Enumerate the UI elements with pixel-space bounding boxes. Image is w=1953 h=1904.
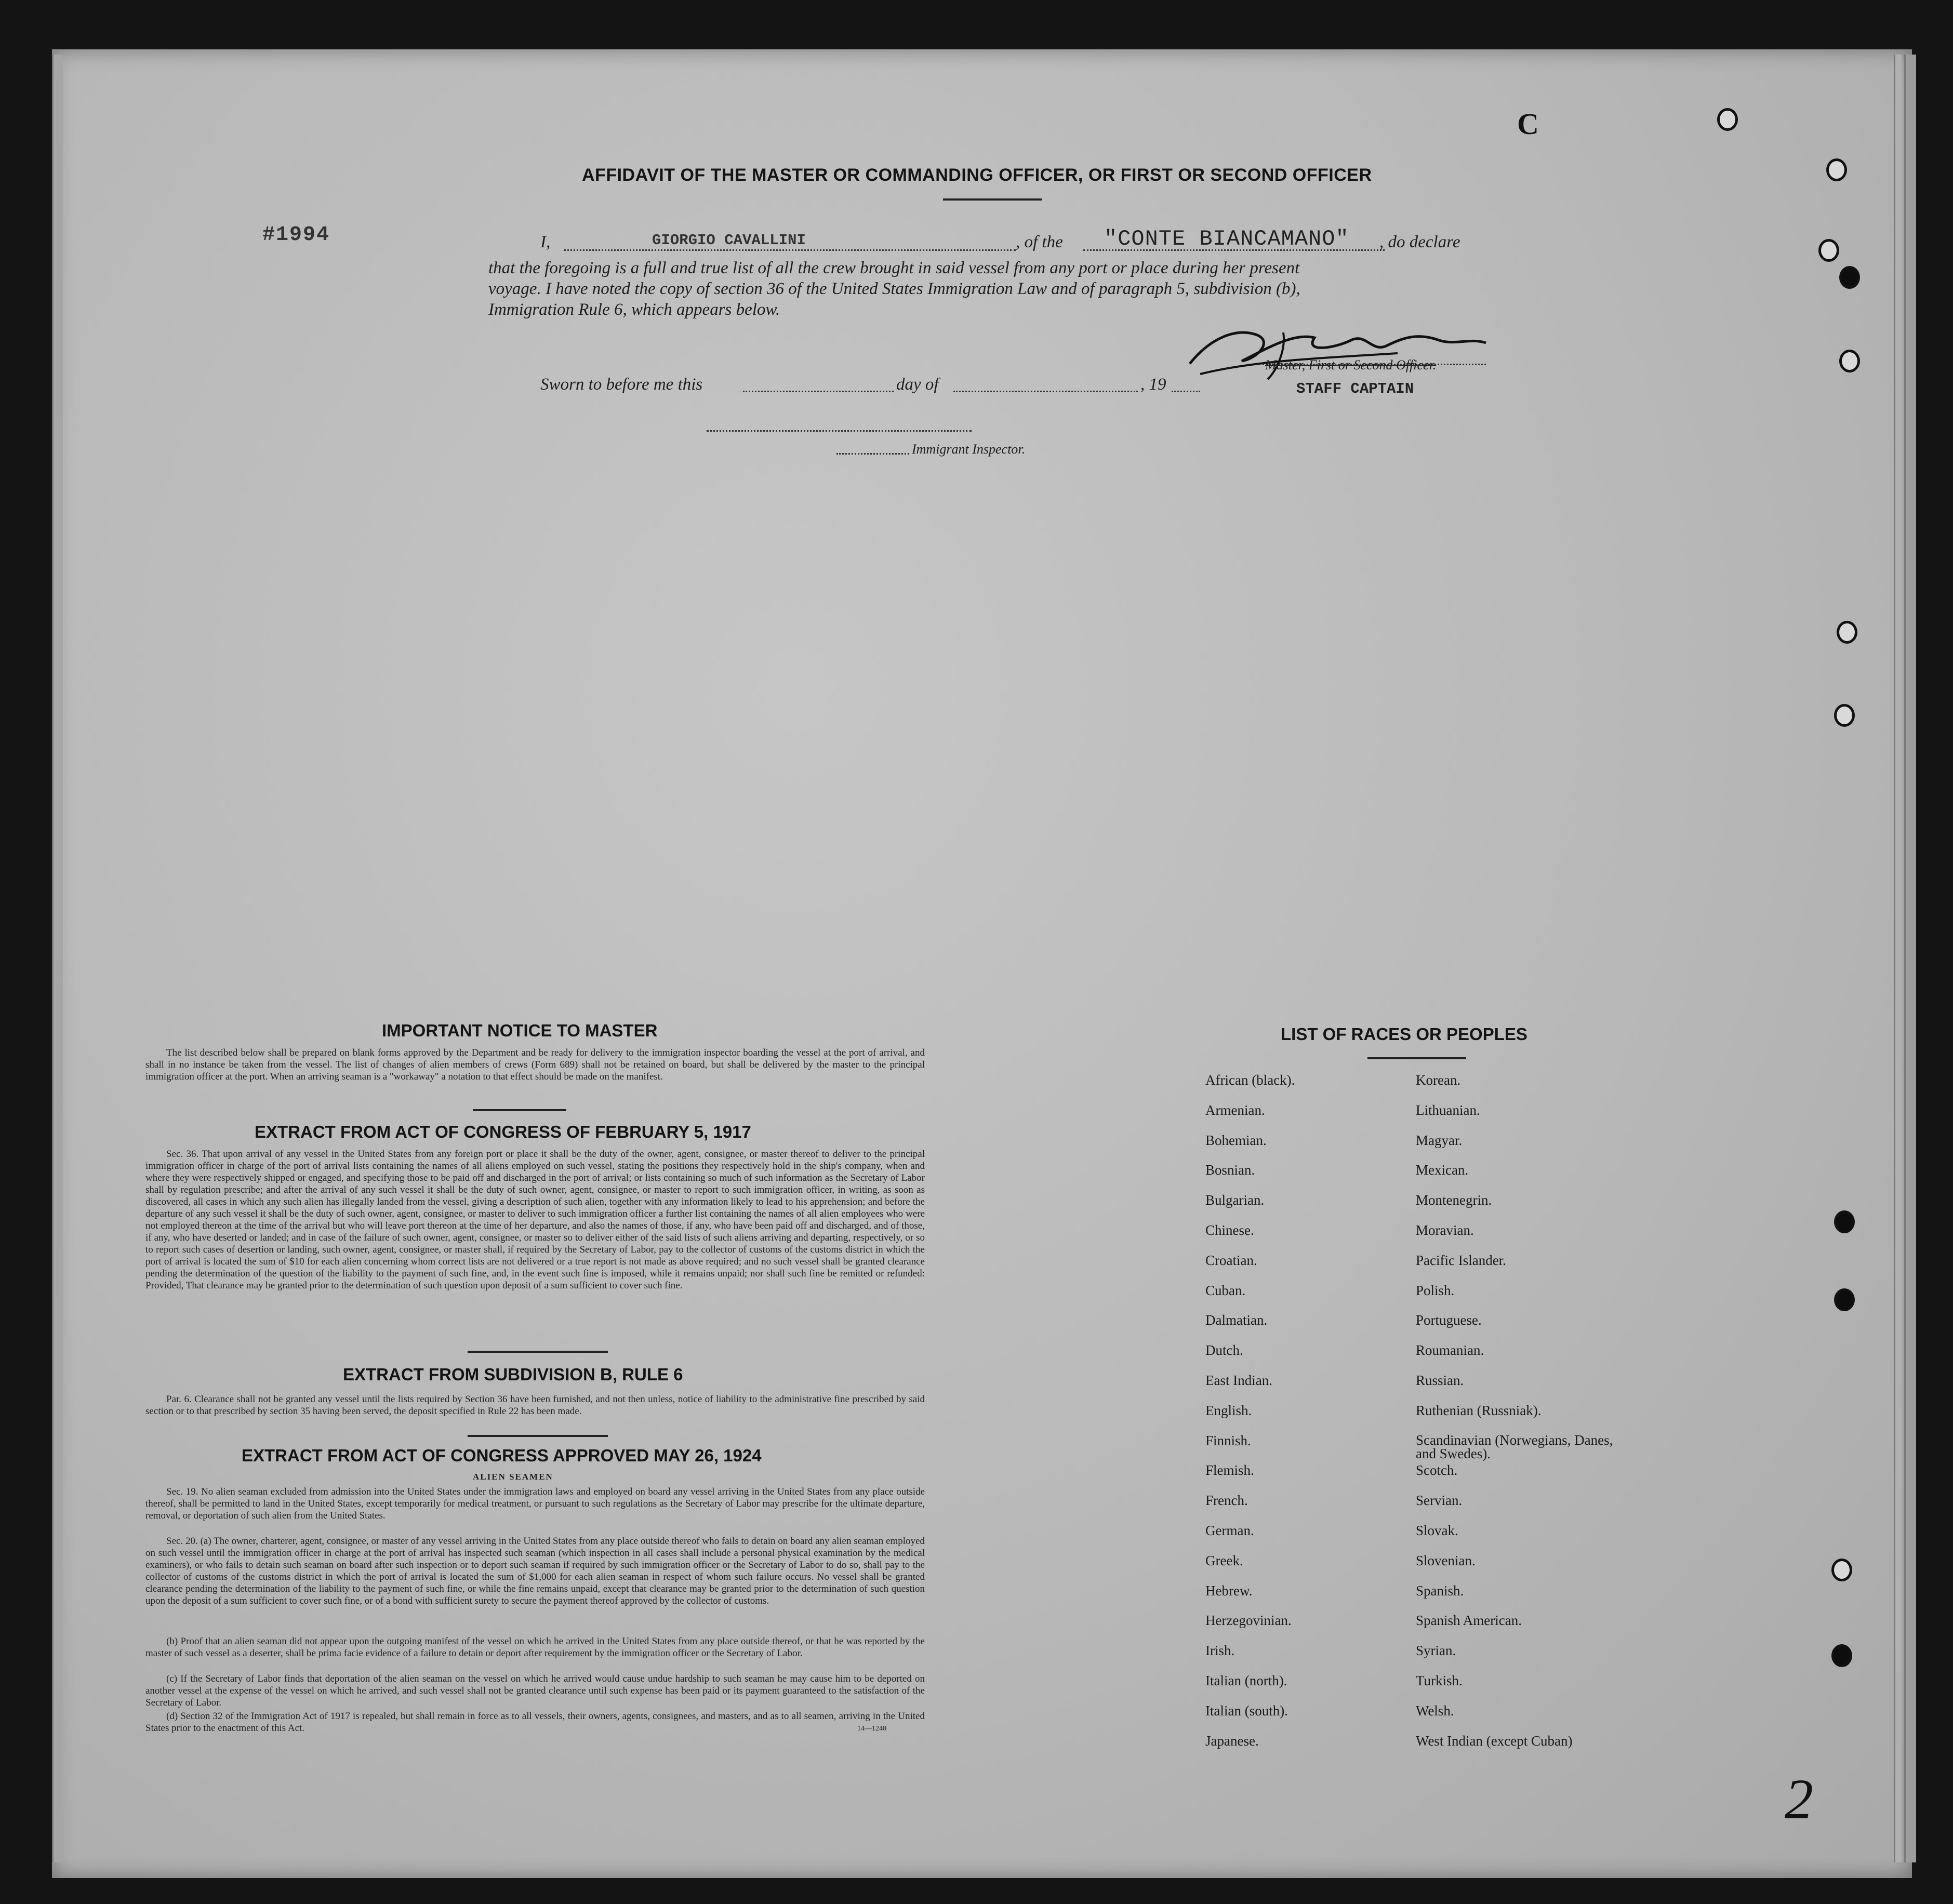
extract-1924-sec20b: (b) Proof that an alien seaman did not appear upon the outgoing manifest of the vessel on which he arrived in the United States from any place outside thereof, or that he was reported by the master of such vessel as a deserter, shall be prima facie evidence of a failure to detain or deport after requirement by the immigration officer or the Secretary of Labor. <box>145 1636 925 1659</box>
affidavit-i-label: I, <box>540 233 551 251</box>
sworn-day-line <box>743 391 894 392</box>
race-item: Mexican. <box>1416 1162 1469 1178</box>
punch-hole-icon <box>1837 621 1857 644</box>
race-item: Croatian. <box>1205 1252 1257 1268</box>
race-item: Turkish. <box>1416 1672 1463 1688</box>
race-item: Portuguese. <box>1416 1312 1482 1328</box>
day-of-label: day of <box>896 375 939 394</box>
punch-hole-icon <box>1834 1210 1855 1233</box>
extract-1924-sec20a: Sec. 20. (a) The owner, charterer, agent, consignee, or master of any vessel arriving in the United States from any place outside thereof who fails to detain on board any alien seaman employed on such vessel until the immigration officer in charge at the port of arrival has inspected such seaman (which inspection in all cases shall include a personal physical examination by the medical examiners), or who fails to detain such seaman on board after such inspection or to deport such seaman if required by such immigration officer or the Secretary of Labor to do so, shall pay to the collector of customs of the customs district in which the port of arrival is located the sum of $1,000 for each alien seaman in respect of whom such failure occurs. No vessel shall be granted clearance pending the determination of the liability to the payment of such fine, or while the fine remains unpaid, except that clearance may be granted prior to the determination of such question upon the deposit of a sum sufficient to cover such fine, or of a bond with sufficient surety to secure the payment thereof approved by the collector of customs. <box>145 1536 925 1606</box>
punch-hole-icon <box>1839 266 1860 289</box>
race-item: Roumanian. <box>1416 1342 1484 1359</box>
inspector-label: Immigrant Inspector. <box>912 442 1026 457</box>
race-item: English. <box>1205 1402 1252 1418</box>
punch-hole-icon <box>1717 108 1738 131</box>
race-item: Dalmatian. <box>1205 1312 1268 1328</box>
race-item: Russian. <box>1416 1372 1464 1388</box>
races-right-column <box>1416 1073 1618 1763</box>
left-page-edge <box>52 55 63 1862</box>
race-item: Spanish American. <box>1416 1613 1522 1629</box>
race-item: Herzegovinian. <box>1205 1613 1292 1629</box>
punch-hole-icon <box>1839 350 1860 372</box>
race-item: Ruthenian (Russniak). <box>1416 1402 1542 1418</box>
race-item: Flemish. <box>1205 1462 1254 1479</box>
of-the-label: , of the <box>1016 233 1063 251</box>
do-declare-label: , do declare <box>1379 233 1460 251</box>
extract-1924-subtitle: ALIEN SEAMEN <box>473 1472 553 1482</box>
race-item: Irish. <box>1205 1643 1235 1659</box>
race-item: Japanese. <box>1205 1733 1259 1749</box>
punch-hole-icon <box>1831 1559 1852 1581</box>
race-item: Pacific Islander. <box>1416 1252 1506 1268</box>
sworn-year-line <box>1172 391 1200 392</box>
race-item: Magyar. <box>1416 1132 1463 1148</box>
race-item: Greek. <box>1205 1552 1243 1568</box>
race-item: Cuban. <box>1205 1282 1246 1298</box>
right-page-edge-outer <box>1904 55 1916 1862</box>
race-item: Italian (south). <box>1205 1702 1288 1719</box>
race-item: Bohemian. <box>1205 1132 1267 1148</box>
inspector-short-line <box>836 453 909 455</box>
extract-1924-sec19: Sec. 19. No alien seaman excluded from admission into the United States under the immigration laws and employed on board any vessel arriving in the United States from any place outside thereof, shall be permitted to land in the United States, except temporarily for medical treatment, or pursuant to such regulations as the Secretary of Labor may prescribe for the ultimate departure, removal, or deportation of such alien from the United States. <box>145 1486 925 1521</box>
race-item: East Indian. <box>1205 1372 1272 1388</box>
punch-hole-icon <box>1818 239 1839 262</box>
margin-stamp-number: #1994 <box>262 223 330 247</box>
signature-image <box>1179 317 1502 384</box>
race-item: Spanish. <box>1416 1582 1464 1599</box>
race-item: Syrian. <box>1416 1643 1456 1659</box>
punch-hole-icon <box>1834 1288 1855 1311</box>
race-item: African (black). <box>1205 1072 1295 1088</box>
race-item: Servian. <box>1416 1493 1463 1509</box>
form-number: 14—1240 <box>857 1725 886 1733</box>
extract-1917-text: Sec. 36. That upon arrival of any vessel in the United States from any foreign port or place it shall be the duty of the owner, agent, consignee, or master thereof to deliver to the principal immigration officer in charge of the port of arrival lists containing the names of all aliens employed on such vessel, stating the positions they respectively hold in the ship's company, when and where they were respectively shipped or engaged, and specifying those to be paid off and discharged in the port of arrival; or lists containing so much of such information as the Secretary of Labor shall by regulation prescribe; and after the arrival of any such vessel it shall be the duty of such owner, agent, consignee, or master to report to such immigration officer, in writing, as soon as discovered, all cases in which any such alien has illegally landed from the vessel, giving a description of such alien, together with any information likely to lead to his apprehension; and before the departure of any such vessel it shall be the duty of such owner, agent, consignee, or master to deliver to such immigration officer a further list containing the names of all alien employees who were not employed thereon at the time of the arrival but who will leave port thereon at the time of her departure, and also the names of those, if any, who have been paid off and discharged, and of those, if any, who have deserted or landed; and in case of the failure of such owner, agent, consignee, or master so to deliver either of the said lists of such aliens arriving and departing, respectively, or so to report such cases of desertion or landing, such owner, agent, consignee, or master shall, if required by the Secretary of Labor, pay to the collector of customs of the customs district in which the port of arrival is located the sum of $10 for each alien concerning whom correct lists are not delivered or a true report is not made as above required; and no such vessel shall be granted clearance pending the determination of the question of the liability to the payment of such fine, and, in the event such fine is imposed, while it remains unpaid; nor shall such fine be remitted or refunded: Provided, That clearance may be granted prior to the determination of such question upon deposit of a sum sufficient to cover such fine. <box>145 1149 925 1291</box>
punch-hole-icon <box>1834 704 1855 727</box>
extract-1924-sec20d: (d) Section 32 of the Immigration Act of 1917 is repealed, but shall remain in force as to all vessels, their owners, agents, consignees, and masters, and as to all seamen, arriving in the United States prior to the enactment of this Act. <box>145 1711 925 1734</box>
declarant-name-line <box>564 249 1016 251</box>
vessel-name: "CONTE BIANCAMANO" <box>1104 227 1349 251</box>
race-item: Finnish. <box>1205 1432 1251 1448</box>
race-item: Scandinavian (Norwegians, Danes, and Swedes). <box>1416 1432 1613 1461</box>
race-item: Hebrew. <box>1205 1582 1253 1599</box>
race-item: Korean. <box>1416 1072 1461 1088</box>
race-item: Slovenian. <box>1416 1552 1476 1568</box>
corner-letter: C <box>1517 107 1539 141</box>
race-item: Slovak. <box>1416 1522 1458 1538</box>
sworn-label: Sworn to before me this <box>540 375 703 394</box>
race-item: Scotch. <box>1416 1462 1458 1479</box>
extract-rule6-title: EXTRACT FROM SUBDIVISION B, RULE 6 <box>343 1365 683 1384</box>
year-prefix: , 19 <box>1140 375 1166 394</box>
race-item: Polish. <box>1416 1282 1455 1298</box>
extract-1924-title: EXTRACT FROM ACT OF CONGRESS APPROVED MAY 26, 1924 <box>242 1446 762 1465</box>
page-number: 2 <box>1785 1767 1813 1831</box>
race-item: Bosnian. <box>1205 1162 1255 1178</box>
notice-rule <box>473 1109 566 1111</box>
punch-hole-icon <box>1826 158 1847 181</box>
sworn-month-line <box>953 391 1138 392</box>
notice-text: The list described below shall be prepared on blank forms approved by the Department and be ready for delivery to the immigration inspector boarding the vessel at the port of arrival, and shall in no instance be taken from the vessel. The list of changes of alien members of crews (Form 689) shall not be retained on board, but shall be delivered by the master to the principal immigration officer at the port. When an arriving seaman is a "workaway" a notation to that effect should be made on the manifest. <box>145 1047 925 1082</box>
race-item: West Indian (except Cuban) <box>1416 1733 1573 1749</box>
declarant-name: GIORGIO CAVALLINI <box>652 232 806 249</box>
race-item: German. <box>1205 1522 1254 1538</box>
race-item: Italian (north). <box>1205 1672 1287 1688</box>
punch-hole-icon <box>1831 1644 1852 1667</box>
extract-rule6-rule <box>468 1435 608 1437</box>
race-item: Dutch. <box>1205 1342 1243 1359</box>
race-item: Armenian. <box>1205 1102 1265 1118</box>
extract-1917-rule <box>468 1351 608 1353</box>
right-page-edge-inner <box>1894 55 1902 1862</box>
affidavit-title: AFFIDAVIT OF THE MASTER OR COMMANDING OFFICER, OR FIRST OR SECOND OFFICER <box>582 165 1372 185</box>
extract-1924-sec20c: (c) If the Secretary of Labor finds that deportation of the alien seaman on the vessel on which he arrived would cause undue hardship to such seaman he may cause him to be deported on another vessel at the expense of the vessel on which he arrived, and such vessel shall not be granted clearance until such expense has been paid or its payment guaranteed to the satisfaction of the Secretary of Labor. <box>145 1673 925 1708</box>
races-left-column <box>1205 1073 1295 1763</box>
extract-rule6-text: Par. 6. Clearance shall not be granted any vessel until the lists required by Section 36 have been furnished, and not then unless, notice of liability to the administrative fine prescribed by said section or to that prescribed by section 35 having been served, the deposit specified in Rule 22 has been made. <box>145 1394 925 1417</box>
races-title: LIST OF RACES OR PEOPLES <box>1281 1024 1527 1044</box>
race-item: Moravian. <box>1416 1222 1474 1238</box>
notice-title: IMPORTANT NOTICE TO MASTER <box>382 1021 658 1040</box>
affidavit-body-line-1: that the foregoing is a full and true list of all the crew brought in said vessel from any port or place during her present <box>488 259 1300 277</box>
race-item: Bulgarian. <box>1205 1192 1265 1208</box>
races-title-rule <box>1367 1057 1466 1059</box>
race-item: Lithuanian. <box>1416 1102 1480 1118</box>
inspector-signature-line <box>707 430 972 432</box>
race-item: Montenegrin. <box>1416 1192 1492 1208</box>
affidavit-title-rule <box>943 198 1042 201</box>
race-item: Welsh. <box>1416 1702 1454 1719</box>
staff-captain-stamp: STAFF CAPTAIN <box>1296 380 1414 397</box>
affidavit-body-line-2: voyage. I have noted the copy of section 36 of the United States Immigration Law and of paragraph 5, subdivision (b), <box>488 279 1300 298</box>
affidavit-body-line-3: Immigration Rule 6, which appears below. <box>488 300 780 319</box>
signature-caption: Master, First or Second Officer. <box>1265 357 1437 372</box>
extract-1917-title: EXTRACT FROM ACT OF CONGRESS OF FEBRUARY 5, 1917 <box>255 1122 751 1141</box>
race-item: Chinese. <box>1205 1222 1254 1238</box>
race-item: French. <box>1205 1493 1248 1509</box>
